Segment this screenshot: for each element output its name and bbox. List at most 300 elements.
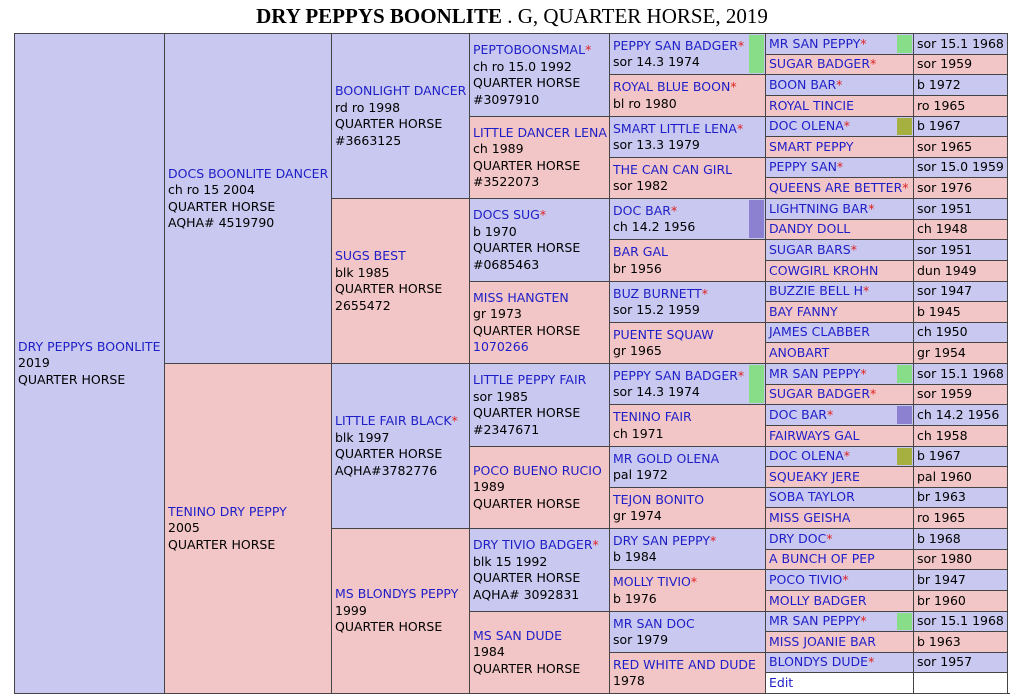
gen4-ancestor-cell: [609, 157, 766, 199]
horse-detail: 2005: [168, 520, 200, 536]
horse-name-link[interactable]: DOC BAR: [769, 406, 827, 422]
horse-name-line: [613, 657, 762, 674]
gen5-info-cell: [913, 631, 1008, 653]
horse-name-line: [335, 248, 466, 265]
horse-name-line: [613, 451, 762, 468]
horse-name-link[interactable]: MR SAN PEPPY: [769, 35, 861, 51]
horse-info: [473, 537, 606, 603]
star-marker: *: [836, 159, 844, 175]
horse-detail: gr 1965: [613, 343, 662, 358]
gen5-ancestor-cell: [765, 54, 914, 75]
horse-name-link[interactable]: DRY PEPPYS BOONLITE: [18, 338, 161, 354]
horse-name-link[interactable]: SUGAR BADGER: [769, 56, 871, 72]
gen5-info-cell: [913, 590, 1008, 612]
horse-name-line: [613, 327, 762, 344]
gen5-ancestor-cell: [765, 177, 914, 199]
gen4-ancestor-cell: [609, 652, 766, 694]
horse-name-link[interactable]: DOC BAR: [613, 202, 671, 218]
horse-name-line: [613, 409, 762, 426]
gen5-ancestor-cell: [765, 631, 914, 653]
gen5-ancestor-cell: [765, 507, 914, 529]
horse-name-link[interactable]: MISS HANGTEN: [473, 289, 569, 305]
horse-info: [335, 248, 466, 314]
gen5-info-cell: [913, 528, 1008, 550]
horse-name-link[interactable]: DRY SAN PEPPY: [613, 532, 711, 548]
horse-name-link[interactable]: FAIRWAYS GAL: [769, 427, 860, 443]
star-marker: *: [451, 413, 458, 428]
horse-name-link[interactable]: POCO TIVIO: [769, 571, 843, 587]
horse-detail: b 1968: [917, 530, 961, 546]
horse-detail: sor 1957: [917, 654, 973, 670]
gen4-ancestor-cell: [609, 487, 766, 529]
horse-detail: QUARTER HORSE: [473, 240, 581, 255]
edit-link[interactable]: Edit: [769, 674, 794, 690]
horse-name-line: [613, 492, 762, 509]
sire-dam-cell: [164, 33, 332, 364]
star-marker: *: [870, 56, 877, 72]
horse-detail: ch 14.2 1956: [613, 219, 696, 234]
horse-name-link[interactable]: BAY FANNY: [769, 303, 838, 319]
horse-name-link[interactable]: SMART LITTLE LENA: [613, 120, 737, 136]
gen5-info-cell: [913, 301, 1008, 323]
horse-detail: sor 1951: [917, 200, 973, 216]
horse-detail: AQHA#3782776: [335, 462, 438, 478]
horse-name-link[interactable]: SMART PEPPY: [769, 138, 854, 154]
horse-name-link[interactable]: TEJON BONITO: [613, 491, 705, 507]
horse-name-link[interactable]: BOON BAR: [769, 76, 837, 92]
gen5-info-cell: [913, 466, 1008, 488]
horse-detail: #0685463: [473, 256, 540, 272]
horse-detail: ch 1950: [917, 324, 968, 340]
horse-detail: blk 15 1992: [473, 553, 548, 569]
great-grandparent-cell: [469, 281, 610, 364]
great-grandparent-cell: [469, 611, 610, 694]
horse-detail: ch 1958: [917, 427, 968, 443]
gen5-info-cell: [913, 446, 1008, 467]
horse-name-line: [335, 413, 466, 430]
horse-name-line: [473, 628, 606, 645]
gen5-info-cell: [913, 116, 1008, 137]
title-separator: .: [501, 4, 518, 28]
star-marker: *: [585, 42, 592, 57]
horse-detail: blk 1997: [335, 429, 390, 445]
registration-link[interactable]: 1070266: [473, 339, 529, 354]
great-grandparent-cell: [469, 528, 610, 612]
great-grandparent-cell: [469, 198, 610, 282]
horse-name-link[interactable]: MOLLY BADGER: [769, 592, 867, 608]
star-marker: *: [737, 367, 745, 383]
horse-info: [473, 372, 606, 438]
horse-info: [335, 586, 466, 636]
horse-name-link[interactable]: POCO BUENO RUCIO: [473, 462, 602, 478]
horse-detail: b 1970: [473, 223, 517, 239]
horse-detail: bl ro 1980: [613, 95, 677, 111]
horse-name-link[interactable]: DOCS SUG: [473, 207, 540, 222]
great-grandparent-cell: [469, 33, 610, 117]
horse-details-title: G, QUARTER HORSE, 2019: [517, 4, 768, 28]
horse-name-line: [613, 121, 762, 138]
horse-name-link[interactable]: DANDY DOLL: [769, 221, 851, 237]
horse-name-link[interactable]: PEPPY SAN BADGER: [613, 367, 738, 383]
horse-detail: gr 1954: [917, 344, 966, 360]
horse-detail: QUARTER HORSE: [473, 322, 581, 338]
star-marker: *: [592, 537, 599, 552]
gen5-info-cell: [913, 342, 1008, 364]
horse-detail: sor 15.1 1968: [917, 35, 1004, 51]
horse-name-link[interactable]: COWGIRL KROHN: [769, 262, 879, 278]
gen5-ancestor-cell: [765, 33, 914, 55]
horse-name-link[interactable]: LITTLE PEPPY FAIR: [473, 372, 587, 387]
horse-detail: gr 1974: [613, 508, 662, 523]
line-marker: [897, 406, 912, 424]
horse-detail: sor 15.2 1959: [613, 302, 700, 317]
star-marker: *: [826, 406, 834, 422]
gen5-info-cell: [913, 198, 1008, 220]
horse-info: [613, 79, 762, 112]
horse-name-link[interactable]: DOC OLENA: [769, 448, 844, 464]
gen5-ancestor-cell: [765, 528, 914, 550]
horse-detail: 1984: [473, 644, 505, 660]
gen5-info-cell: [913, 74, 1008, 96]
gen5-info-cell: [913, 549, 1008, 570]
line-marker: [897, 35, 912, 53]
gen5-info-cell: [913, 33, 1008, 55]
horse-detail: ch 1948: [917, 221, 968, 237]
grandparent-cell: [331, 363, 470, 529]
horse-detail: 1999: [335, 602, 367, 618]
horse-name-link[interactable]: PEPPY SAN BADGER: [613, 37, 738, 53]
horse-detail: sor 1985: [473, 388, 529, 404]
horse-info: [613, 616, 762, 649]
star-marker: *: [842, 571, 849, 587]
table-bottom-rule: [14, 693, 1010, 694]
grandparent-cell: [331, 528, 470, 694]
star-marker: *: [868, 200, 875, 216]
horse-detail: pal 1960: [917, 468, 972, 484]
horse-name-line: [168, 504, 328, 521]
horse-name-link[interactable]: MISS JOANIE BAR: [769, 633, 876, 649]
horse-name-link[interactable]: BUZZIE BELL H: [769, 283, 863, 299]
star-marker: *: [736, 120, 744, 136]
horse-detail: #2347671: [473, 421, 540, 437]
horse-info: [613, 121, 762, 154]
horse-detail: ch 14.2 1956: [917, 406, 1000, 422]
great-grandparent-cell: [469, 363, 610, 447]
horse-info: [335, 413, 466, 479]
horse-info: [168, 504, 328, 554]
gen5-info-cell: [913, 507, 1008, 529]
star-marker: *: [850, 241, 857, 257]
gen5-info-cell: [913, 177, 1008, 199]
gen5-ancestor-cell: [765, 652, 914, 673]
gen5-info-cell: [913, 569, 1008, 591]
horse-name-link[interactable]: DRY TIVIO BADGER: [473, 537, 593, 552]
horse-detail: sor 1947: [917, 283, 973, 299]
gen5-ancestor-cell: [765, 260, 914, 282]
horse-detail: b 1967: [917, 118, 961, 134]
horse-name-link[interactable]: MR SAN PEPPY: [769, 365, 861, 381]
gen5-ancestor-cell: [765, 281, 914, 302]
horse-name-link[interactable]: MS SAN DUDE: [473, 627, 563, 643]
horse-name-link[interactable]: BAR GAL: [613, 244, 668, 259]
gen4-ancestor-cell: [609, 569, 766, 612]
horse-info: [473, 290, 606, 356]
horse-name-link[interactable]: THE CAN CAN GIRL: [613, 161, 733, 177]
horse-name-link[interactable]: RED WHITE AND DUDE: [613, 656, 756, 672]
horse-name-link[interactable]: TENINO DRY PEPPY: [168, 503, 287, 519]
horse-name-link[interactable]: SUGS BEST: [335, 248, 406, 263]
horse-name-line: [613, 162, 762, 179]
horse-detail: #3097910: [473, 91, 540, 107]
horse-name-line: [613, 286, 762, 303]
horse-name-link[interactable]: BUZ BURNETT: [613, 285, 702, 301]
star-marker: *: [860, 35, 867, 51]
horse-name-link[interactable]: LITTLE DANCER LENA: [473, 124, 607, 140]
gen5-info-cell: [913, 611, 1008, 632]
star-marker: *: [539, 207, 547, 222]
star-marker: *: [826, 530, 833, 546]
star-marker: *: [670, 202, 678, 218]
grandparent-cell: [331, 33, 470, 199]
horse-name-link[interactable]: LITTLE FAIR BLACK: [335, 413, 452, 428]
horse-detail: 2655472: [335, 297, 391, 313]
horse-name-line: [613, 533, 762, 550]
horse-info: [335, 83, 466, 149]
horse-detail: AQHA# 3092831: [473, 586, 580, 602]
gen4-ancestor-cell: [609, 404, 766, 447]
horse-detail: sor 14.3 1974: [613, 384, 700, 399]
sire-dam-cell: [164, 363, 332, 694]
star-marker: *: [862, 283, 870, 299]
horse-detail: QUARTER HORSE: [335, 116, 443, 131]
horse-info: [613, 244, 762, 277]
gen4-ancestor-cell: [609, 116, 766, 158]
gen5-info-cell: [913, 487, 1008, 508]
horse-name-link[interactable]: MR SAN PEPPY: [769, 613, 861, 629]
horse-detail: sor 1979: [613, 632, 669, 647]
great-grandparent-cell: [469, 116, 610, 199]
line-marker: [749, 35, 764, 73]
gen5-ancestor-cell: [765, 384, 914, 405]
horse-name-link[interactable]: SOBA TAYLOR: [769, 489, 855, 505]
gen5-ancestor-cell: [765, 116, 914, 137]
horse-name-link[interactable]: SUGAR BARS: [769, 241, 851, 257]
horse-name-link[interactable]: PEPPY SAN: [769, 159, 837, 175]
gen5-info-cell: [913, 95, 1008, 117]
star-marker: *: [730, 79, 737, 94]
horse-info: [613, 533, 762, 566]
horse-name-link[interactable]: A BUNCH OF PEP: [769, 551, 875, 567]
gen5-ancestor-cell: [765, 322, 914, 343]
horse-detail: sor 1959: [917, 386, 973, 402]
horse-name-link[interactable]: DOC OLENA: [769, 118, 844, 134]
horse-detail: sor 15.0 1959: [917, 159, 1004, 175]
horse-info: [613, 162, 762, 195]
star-marker: *: [836, 76, 843, 92]
horse-detail: br 1947: [917, 571, 966, 587]
star-marker: *: [701, 285, 709, 301]
horse-info: [613, 286, 762, 319]
horse-name-line: [473, 42, 606, 59]
gen5-ancestor-cell: [765, 549, 914, 570]
gen5-ancestor-cell: [765, 590, 914, 612]
horse-info: [613, 327, 762, 360]
horse-detail: sor 1976: [917, 179, 973, 195]
horse-info: [613, 368, 762, 401]
horse-name-link[interactable]: LIGHTNING BAR: [769, 200, 869, 216]
horse-detail: sor 1965: [917, 138, 973, 154]
star-marker: *: [843, 118, 851, 134]
horse-name-line: [335, 586, 466, 603]
edit-cell: [765, 672, 914, 694]
line-marker: [897, 613, 912, 630]
star-marker: *: [737, 37, 745, 53]
horse-detail: ch 1971: [613, 425, 664, 441]
horse-name-link[interactable]: MISS GEISHA: [769, 509, 851, 525]
horse-name-link[interactable]: ROYAL BLUE BOON: [613, 79, 731, 94]
horse-detail: QUARTER HORSE: [335, 619, 443, 635]
horse-name-link[interactable]: DOCS BOONLITE DANCER: [168, 165, 329, 181]
horse-detail: QUARTER HORSE: [473, 570, 581, 585]
horse-detail: gr 1973: [473, 306, 522, 321]
horse-info: [613, 657, 762, 690]
gen4-ancestor-cell: [609, 363, 766, 405]
horse-detail: pal 1972: [613, 467, 668, 482]
gen5-ancestor-cell: [765, 487, 914, 508]
gen4-ancestor-cell: [609, 611, 766, 653]
horse-name-line: [473, 290, 606, 307]
horse-detail: sor 15.1 1968: [917, 613, 1004, 629]
horse-info: [168, 166, 328, 232]
horse-info: [613, 492, 762, 525]
horse-detail: sor 1951: [917, 241, 973, 257]
horse-detail: QUARTER HORSE: [168, 536, 276, 552]
horse-info: [473, 628, 606, 678]
horse-detail: 1989: [473, 479, 505, 495]
horse-info: [613, 409, 762, 442]
horse-detail: sor 1982: [613, 178, 669, 193]
gen5-ancestor-cell: [765, 198, 914, 220]
horse-name-line: [613, 79, 762, 96]
horse-info: [473, 125, 606, 191]
horse-name-line: [613, 368, 762, 385]
horse-detail: br 1963: [917, 489, 966, 505]
horse-name-link[interactable]: ROYAL TINCIE: [769, 97, 854, 113]
horse-name-line: [613, 38, 762, 55]
horse-info: [473, 207, 606, 273]
gen5-info-cell: [913, 404, 1008, 426]
line-marker: [897, 118, 912, 135]
horse-name-link[interactable]: MR SAN DOC: [613, 615, 695, 631]
star-marker: *: [860, 613, 867, 629]
horse-info: [613, 574, 762, 607]
horse-detail: QUARTER HORSE: [335, 281, 443, 296]
horse-detail: QUARTER HORSE: [18, 371, 126, 387]
line-marker: [749, 365, 764, 403]
horse-name-title: DRY PEPPYS BOONLITE: [256, 4, 502, 28]
gen5-info-cell: [913, 322, 1008, 343]
horse-detail: b 1972: [917, 76, 961, 92]
horse-name-link[interactable]: PEPTOBOONSMAL: [473, 42, 586, 57]
horse-info: [18, 339, 161, 389]
horse-detail: sor 13.3 1979: [613, 137, 700, 152]
gen5-ancestor-cell: [765, 569, 914, 591]
horse-name-line: [473, 207, 606, 224]
horse-detail: QUARTER HORSE: [168, 198, 276, 214]
horse-detail: b 1976: [613, 590, 657, 606]
horse-name-link[interactable]: SUGAR BADGER: [769, 386, 871, 402]
horse-detail: #3663125: [335, 132, 402, 148]
great-grandparent-cell: [469, 446, 610, 529]
star-marker: *: [690, 574, 698, 589]
star-marker: *: [868, 654, 875, 670]
gen5-info-cell: [913, 136, 1008, 158]
horse-name-link[interactable]: PUENTE SQUAW: [613, 326, 714, 342]
horse-name-link[interactable]: SQUEAKY JERE: [769, 468, 860, 484]
horse-name-link[interactable]: MS BLONDYS PEPPY: [335, 586, 459, 602]
horse-name-link[interactable]: BOONLIGHT DANCER: [335, 83, 467, 98]
gen5-ancestor-cell: [765, 611, 914, 632]
gen4-ancestor-cell: [609, 74, 766, 117]
horse-detail: ro 1965: [917, 509, 966, 525]
gen5-info-cell: [913, 363, 1008, 385]
gen4-ancestor-cell: [609, 33, 766, 75]
horse-info: [613, 203, 762, 236]
gen5-info-cell: [913, 54, 1008, 75]
star-marker: *: [710, 532, 717, 548]
horse-detail: ch ro 15 2004: [168, 182, 255, 197]
gen5-ancestor-cell: [765, 466, 914, 488]
gen5-info-cell: [913, 260, 1008, 282]
gen5-ancestor-cell: [765, 342, 914, 364]
horse-detail: b 1967: [917, 448, 961, 464]
gen5-info-cell: [913, 239, 1008, 261]
horse-detail: ch 1989: [473, 141, 524, 156]
horse-name-link[interactable]: TENINO FAIR: [613, 409, 692, 424]
star-marker: *: [860, 365, 867, 381]
gen5-ancestor-cell: [765, 404, 914, 426]
horse-name-line: [168, 166, 328, 183]
subject-horse-cell: [14, 33, 165, 694]
gen4-ancestor-cell: [609, 239, 766, 282]
gen4-ancestor-cell: [609, 281, 766, 323]
gen5-ancestor-cell: [765, 239, 914, 261]
gen5-info-cell: [913, 219, 1008, 240]
horse-name-link[interactable]: JAMES CLABBER: [769, 324, 870, 340]
gen5-ancestor-cell: [765, 301, 914, 323]
horse-detail: b 1945: [917, 303, 961, 319]
empty-info-cell: [913, 672, 1008, 694]
horse-name-link[interactable]: MR GOLD OLENA: [613, 450, 720, 466]
horse-name-line: [613, 203, 762, 220]
horse-detail: #3522073: [473, 174, 540, 189]
horse-name-link[interactable]: ANOBART: [769, 344, 830, 360]
gen5-ancestor-cell: [765, 363, 914, 385]
horse-detail: sor 1980: [917, 551, 973, 567]
horse-detail: blk 1985: [335, 264, 390, 280]
gen5-ancestor-cell: [765, 157, 914, 178]
horse-name-link[interactable]: BLONDYS DUDE: [769, 654, 869, 670]
horse-name-link[interactable]: MOLLY TIVIO: [613, 574, 691, 589]
gen4-ancestor-cell: [609, 198, 766, 240]
horse-detail: AQHA# 4519790: [168, 215, 275, 230]
horse-detail: br 1956: [613, 260, 662, 276]
gen5-info-cell: [913, 281, 1008, 302]
horse-detail: rd ro 1998: [335, 99, 401, 115]
horse-detail: QUARTER HORSE: [473, 495, 581, 511]
horse-name-link[interactable]: DRY DOC: [769, 530, 827, 546]
horse-name-link[interactable]: QUEENS ARE BETTER: [769, 179, 903, 195]
